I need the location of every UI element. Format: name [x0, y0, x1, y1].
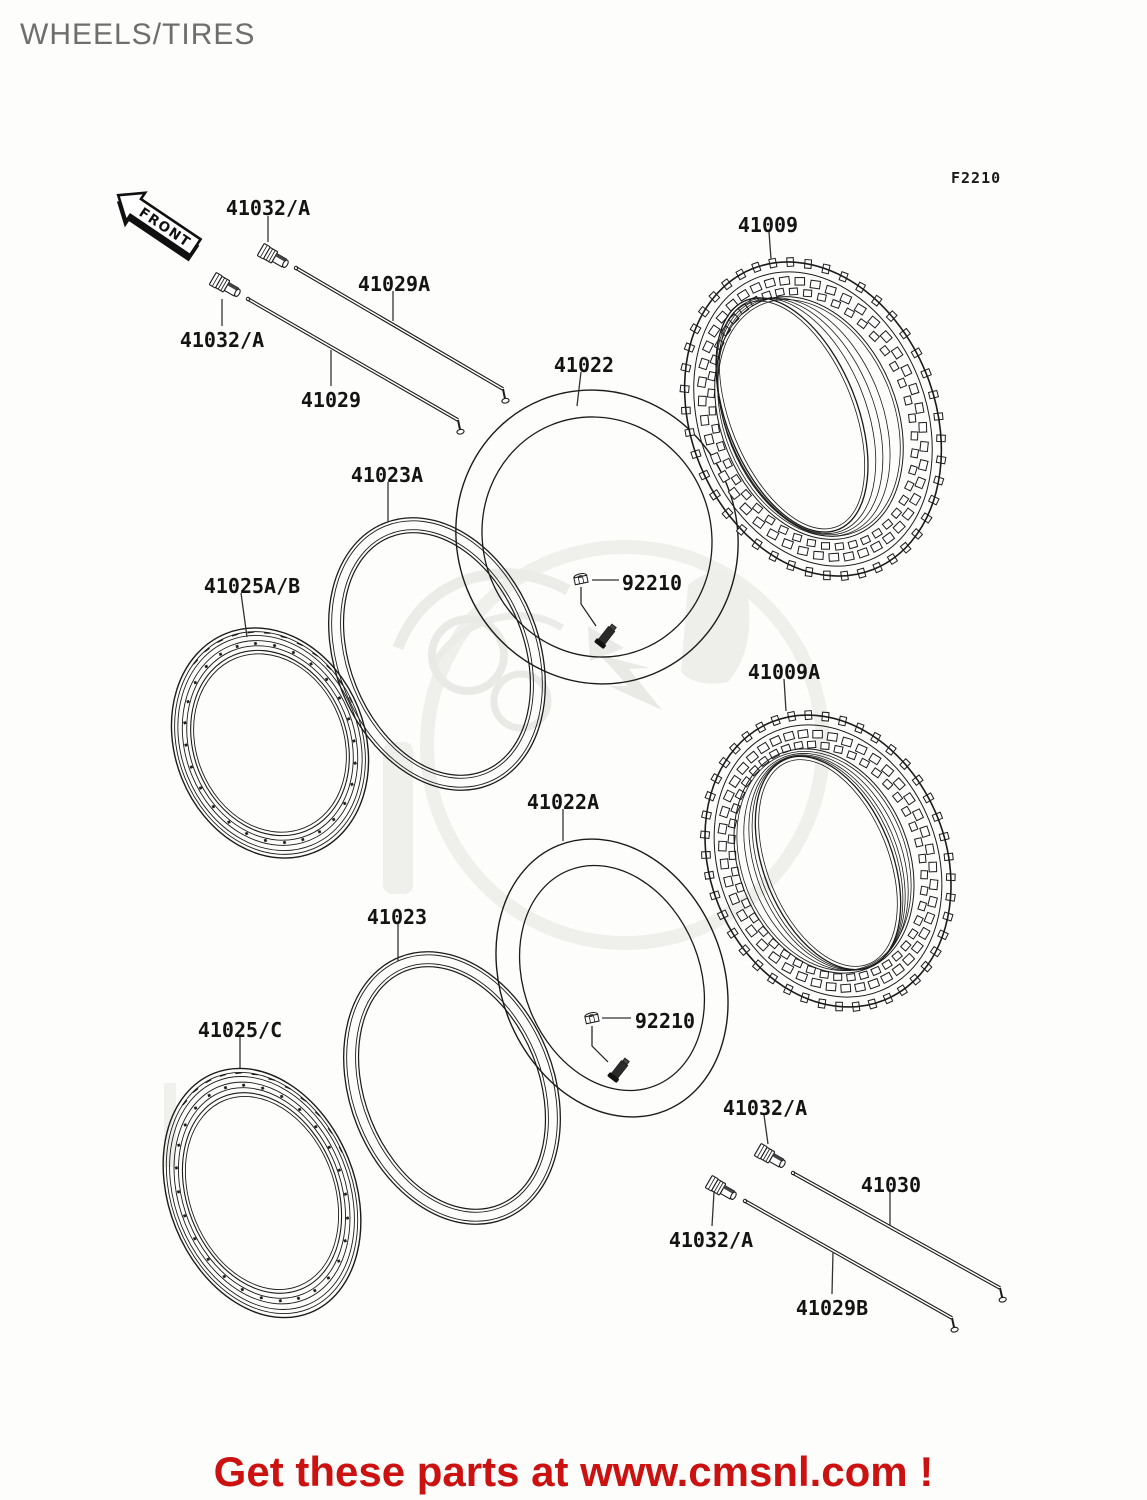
- part-label-92210-rear: 92210: [634, 1009, 696, 1033]
- spoke-41029A: [294, 266, 509, 403]
- part-label-41009A: 41009A: [747, 660, 821, 684]
- part-label-41009: 41009: [737, 213, 799, 237]
- front-arrow-label: FRONT: [135, 204, 194, 252]
- watermark-lightning-icon: [600, 655, 662, 710]
- part-label-41022: 41022: [553, 353, 615, 377]
- figure-code: F2210: [951, 169, 1002, 187]
- page-title: WHEELS/TIRES: [20, 18, 256, 51]
- watermark-bar: [383, 742, 413, 894]
- spoke-nipple-41032A-front-left: [209, 272, 243, 299]
- rim-band-41023: [305, 919, 600, 1257]
- spoke-41030: [791, 1171, 1006, 1302]
- part-label-41032A-front-left: 41032/A: [179, 328, 265, 352]
- part-label-41032A-front-top: 41032/A: [225, 196, 311, 220]
- part-label-41025C: 41025/C: [197, 1018, 283, 1042]
- part-label-41032A-rear-left: 41032/A: [668, 1228, 754, 1252]
- part-label-41023: 41023: [366, 905, 428, 929]
- spoke-nipple-41032A-rear-top: [754, 1143, 788, 1170]
- part-label-41030: 41030: [860, 1173, 922, 1197]
- front-direction-arrow: [105, 181, 207, 268]
- part-label-92210-front: 92210: [621, 571, 683, 595]
- part-label-41022A: 41022A: [526, 790, 600, 814]
- rim-41025AB: [138, 598, 403, 888]
- spoke-nipple-41032A-front-top: [257, 243, 291, 270]
- watermark-layer: [164, 547, 823, 1167]
- footer-ad-text: Get these parts at www.cmsnl.com !: [213, 1448, 934, 1495]
- part-label-41029: 41029: [300, 388, 362, 412]
- inner-tube-41022A: [456, 804, 769, 1152]
- spoke-nipple-41032A-rear-left: [705, 1175, 739, 1202]
- part-label-41029A: 41029A: [357, 272, 431, 296]
- part-label-41025AB: 41025A/B: [203, 574, 301, 598]
- spoke-41029B: [743, 1199, 958, 1332]
- valve-stem-92210-rear: [584, 1011, 631, 1083]
- part-label-41023A: 41023A: [350, 463, 424, 487]
- watermark-goggle-icon-2: [494, 674, 548, 728]
- watermark-blob: [681, 572, 749, 684]
- part-label-41032A-rear-top: 41032/A: [722, 1096, 808, 1120]
- part-label-41029B: 41029B: [795, 1296, 869, 1320]
- diagram-layer: [127, 216, 1006, 1347]
- spoke-41029: [246, 297, 464, 434]
